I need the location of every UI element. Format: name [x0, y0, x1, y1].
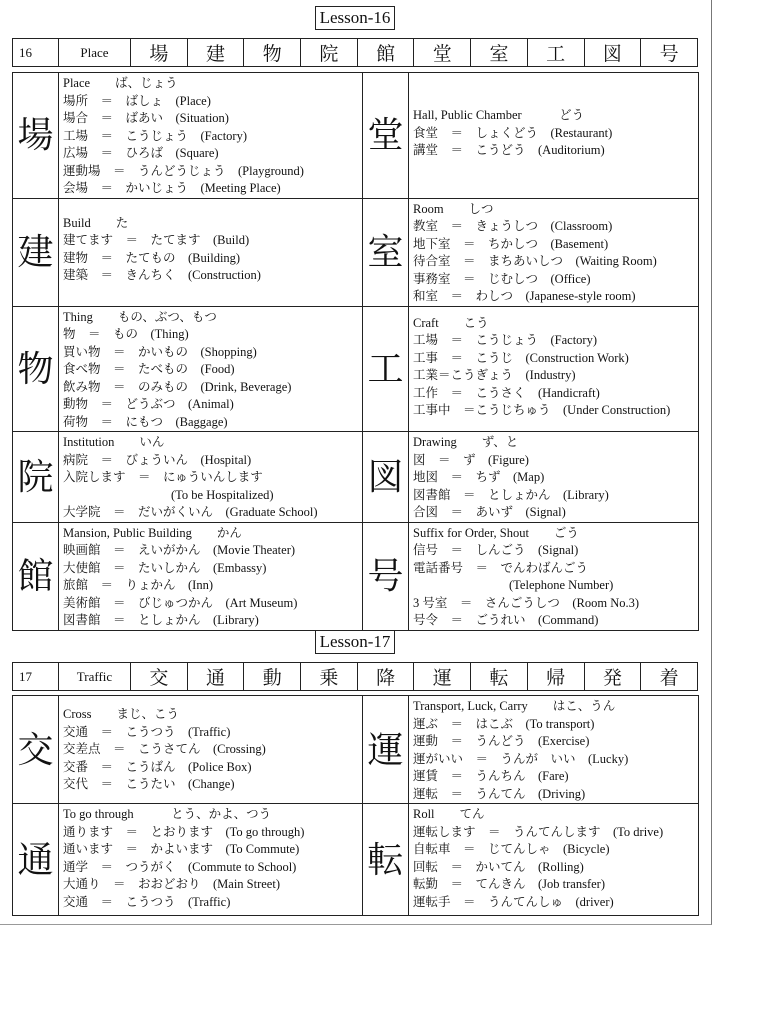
vocab-line: 事務室 ＝ じむしつ (Office): [413, 271, 591, 286]
kanji-character: 号: [363, 522, 409, 630]
vocab-line: [413, 253, 694, 271]
kanji-row: [13, 198, 699, 306]
vocab-text: 待合室 ＝ まちあいしつ (Waiting Room): [413, 254, 657, 268]
kanji-entry: [59, 73, 363, 199]
lesson-number: 16: [13, 39, 59, 67]
vocab-line: 美術館 ＝ びじゅつかん (Art Museum): [63, 595, 298, 610]
vocab-line: (Telephone Number): [509, 578, 614, 592]
vocab-line: 物 ＝ もの (Thing): [63, 327, 189, 341]
vocab-line: 回転 ＝ かいてん (Rolling): [413, 859, 584, 874]
lesson-topic: Place: [59, 39, 131, 67]
header-kanji: 着: [641, 663, 698, 691]
header-kanji: 乗: [301, 663, 358, 691]
vocab-line: (To be Hospitalized): [171, 487, 274, 502]
lesson-number: 17: [13, 663, 59, 691]
entry-heading: Cross まじ、こう: [63, 707, 179, 721]
lesson-17-kanji-header: [12, 662, 698, 691]
vocab-line: 運動 ＝ うんどう (Exercise): [413, 734, 590, 748]
vocab-line: 地下室 ＝ ちかしつ (Basement): [413, 236, 609, 251]
vocab-line: 講堂 ＝ こうどう (Auditorium): [413, 143, 605, 157]
header-kanji: 堂: [414, 39, 471, 67]
kanji-entry: [409, 432, 699, 523]
vocab-line: 動物 ＝ どうぶつ (Animal): [63, 397, 234, 411]
kanji-character: 図: [363, 432, 409, 523]
vocab-line: 交通 ＝ こうつう (Traffic): [63, 894, 231, 909]
entry-heading: Mansion, Public Building かん: [63, 525, 242, 540]
header-kanji: 号: [641, 39, 698, 67]
entry-heading: Drawing ず、と: [413, 435, 519, 449]
vocab-line: 図書館 ＝ としょかん (Library): [63, 613, 259, 627]
vocab-line: 運がいい ＝ うんが いい (Lucky): [413, 751, 629, 766]
entry-heading: Hall, Public Chamber どう: [413, 108, 585, 122]
kanji-row: [13, 696, 699, 804]
vocab-line: 通ります ＝ とおります (To go through): [63, 824, 305, 839]
kanji-entry: [59, 696, 363, 804]
vocab-line: 工場 ＝ こうじょう (Factory): [63, 128, 248, 143]
vocab-line: 運賃 ＝ うんちん (Fare): [413, 769, 569, 783]
header-kanji: 帰: [527, 663, 584, 691]
lesson-16-kanji-header: [12, 38, 698, 67]
vocab-line: 建物 ＝ たてもの (Building): [63, 250, 241, 265]
entry-heading: To go through とう、かよ、つう: [63, 807, 272, 821]
vocab-line: 工業＝こうぎょう (Industry): [413, 368, 576, 382]
kanji-entry: [409, 306, 699, 432]
lesson-17-kanji-table: [12, 695, 699, 916]
kanji-row: [13, 432, 699, 523]
kanji-row: [13, 804, 699, 916]
vocab-line: 運ぶ ＝ はこぶ (To transport): [413, 716, 595, 731]
entry-heading: Roll てん: [413, 807, 485, 821]
entry-heading: Transport, Luck, Carry はこ、うん: [413, 699, 616, 713]
vocab-line: 信号 ＝ しんごう (Signal): [413, 543, 579, 557]
vocab-line: 図書館 ＝ としょかん (Library): [413, 487, 609, 502]
kanji-entry: [409, 804, 699, 916]
entry-heading: Room しつ: [413, 201, 494, 216]
vocab-line: 大学院 ＝ だいがくいん (Graduate School): [63, 505, 318, 519]
kanji-row: [13, 73, 699, 199]
header-kanji: 物: [244, 39, 301, 67]
vocab-line: 大通り ＝ おおどおり (Main Street): [63, 877, 280, 891]
vocab-line: 場所 ＝ ばしょ (Place): [63, 93, 211, 108]
kanji-entry: [59, 522, 363, 630]
lesson-title-label: Lesson-16: [315, 6, 396, 30]
kanji-entry: [409, 73, 699, 199]
vocab-line: 運転 ＝ うんてん (Driving): [413, 786, 586, 801]
header-kanji: 館: [357, 39, 414, 67]
header-kanji: 通: [187, 663, 244, 691]
entry-heading: Thing もの、ぶつ、もつ: [63, 309, 217, 324]
lesson-topic: Traffic: [59, 663, 131, 691]
kanji-character: 建: [13, 198, 59, 306]
lesson-17-title: [0, 630, 710, 654]
vocab-line: 建築 ＝ きんちく (Construction): [63, 268, 261, 282]
kanji-entry: [409, 522, 699, 630]
header-kanji: 図: [584, 39, 641, 67]
kanji-row: [13, 306, 699, 432]
vocab-line: 地図 ＝ ちず (Map): [413, 470, 545, 484]
header-kanji: 建: [187, 39, 244, 67]
vocab-line: 運転します ＝ うんてんします (To drive): [413, 824, 664, 839]
vocab-line: 和室 ＝ わしつ (Japanese-style room): [413, 289, 636, 303]
vocab-line: 工場 ＝ こうじょう (Factory): [413, 333, 598, 347]
entry-heading: Institution いん: [63, 435, 165, 449]
vocab-line: 買い物 ＝ かいもの (Shopping): [63, 344, 257, 359]
vocab-line: 入院します ＝ にゅういんします: [63, 470, 263, 484]
vocab-line: 広場 ＝ ひろば (Square): [63, 146, 219, 160]
header-kanji: 運: [414, 663, 471, 691]
entry-heading: Place ば、じょう: [63, 76, 178, 90]
header-kanji: 降: [357, 663, 414, 691]
kanji-entry: [409, 198, 699, 306]
vocab-line: 号令 ＝ ごうれい (Command): [413, 613, 599, 627]
kanji-entry: [59, 804, 363, 916]
kanji-character: 堂: [363, 73, 409, 199]
lesson-16-title: [0, 6, 710, 30]
vocab-line: 場合 ＝ ばあい (Situation): [63, 111, 229, 125]
kanji-character: 工: [363, 306, 409, 432]
kanji-entry: [59, 432, 363, 523]
header-kanji: 発: [584, 663, 641, 691]
kanji-character: 院: [13, 432, 59, 523]
entry-heading: Suffix for Order, Shout ごう: [413, 525, 579, 540]
vocab-line: 食べ物 ＝ たべもの (Food): [63, 362, 235, 376]
kanji-row: [13, 522, 699, 630]
header-kanji: 場: [131, 39, 188, 67]
kanji-character: 通: [13, 804, 59, 916]
kanji-entry: [59, 198, 363, 306]
entry-heading: Build た: [63, 215, 129, 230]
vocab-line: 交通 ＝ こうつう (Traffic): [63, 724, 231, 739]
vocab-line: 自転車 ＝ じてんしゃ (Bicycle): [413, 842, 610, 856]
vocab-line: 会場 ＝ かいじょう (Meeting Place): [63, 181, 281, 195]
kanji-character: 物: [13, 306, 59, 432]
vocab-line: 交代 ＝ こうたい (Change): [63, 777, 235, 791]
vocab-line: 合図 ＝ あいず (Signal): [413, 505, 566, 519]
header-kanji: 動: [244, 663, 301, 691]
vocab-line: 通います ＝ かよいます (To Commute): [63, 842, 300, 856]
vocab-line: 工作 ＝ こうさく (Handicraft): [413, 385, 600, 400]
vocab-line: 大使館 ＝ たいしかん (Embassy): [63, 560, 267, 575]
vocab-line: 建てます ＝ たてます (Build): [63, 233, 250, 247]
kanji-character: 転: [363, 804, 409, 916]
header-kanji: 室: [471, 39, 528, 67]
kanji-entry: [409, 696, 699, 804]
vocab-line: 3 号室 ＝ さんごうしつ (Room No.3): [413, 595, 640, 610]
vocab-line: 転勤 ＝ てんきん (Job transfer): [413, 877, 605, 891]
header-kanji: 転: [471, 663, 528, 691]
vocab-line: 工事 ＝ こうじ (Construction Work): [413, 350, 629, 365]
vocab-line: 教室 ＝ きょうしつ (Classroom): [413, 219, 613, 233]
vocab-line: 交番 ＝ こうばん (Police Box): [63, 759, 252, 774]
vocab-line: 通学 ＝ つうがく (Commute to School): [63, 859, 297, 874]
vocab-line: 食堂 ＝ しょくどう (Restaurant): [413, 125, 613, 140]
vocab-line: 交差点 ＝ こうさてん (Crossing): [63, 742, 266, 756]
vocab-line: 電話番号 ＝ でんわばんごう: [413, 560, 589, 575]
kanji-character: 交: [13, 696, 59, 804]
vocab-line: 旅館 ＝ りょかん (Inn): [63, 578, 213, 592]
lesson-16-kanji-table: [12, 72, 699, 631]
kanji-entry: [59, 306, 363, 432]
vocab-line: 荷物 ＝ にもつ (Baggage): [63, 414, 228, 429]
vocab-line: 病院 ＝ びょういん (Hospital): [63, 452, 252, 467]
kanji-character: 場: [13, 73, 59, 199]
lesson-title-label: Lesson-17: [315, 630, 396, 654]
vocab-line: 映画館 ＝ えいがかん (Movie Theater): [63, 543, 296, 557]
header-kanji: 院: [301, 39, 358, 67]
header-kanji: 交: [131, 663, 188, 691]
header-kanji: 工: [527, 39, 584, 67]
vocab-line: 飲み物 ＝ のみもの (Drink, Beverage): [63, 379, 292, 394]
vocab-line: 工事中 ＝こうじちゅう (Under Construction): [413, 403, 671, 417]
kanji-character: 室: [363, 198, 409, 306]
kanji-character: 館: [13, 522, 59, 630]
kanji-character: 運: [363, 696, 409, 804]
entry-heading: Craft こう: [413, 315, 489, 330]
vocab-line: 図 ＝ ず (Figure): [413, 452, 529, 467]
vocab-line: 運転手 ＝ うんてんしゅ (driver): [413, 894, 614, 909]
vocab-line: 運動場 ＝ うんどうじょう (Playground): [63, 163, 304, 178]
